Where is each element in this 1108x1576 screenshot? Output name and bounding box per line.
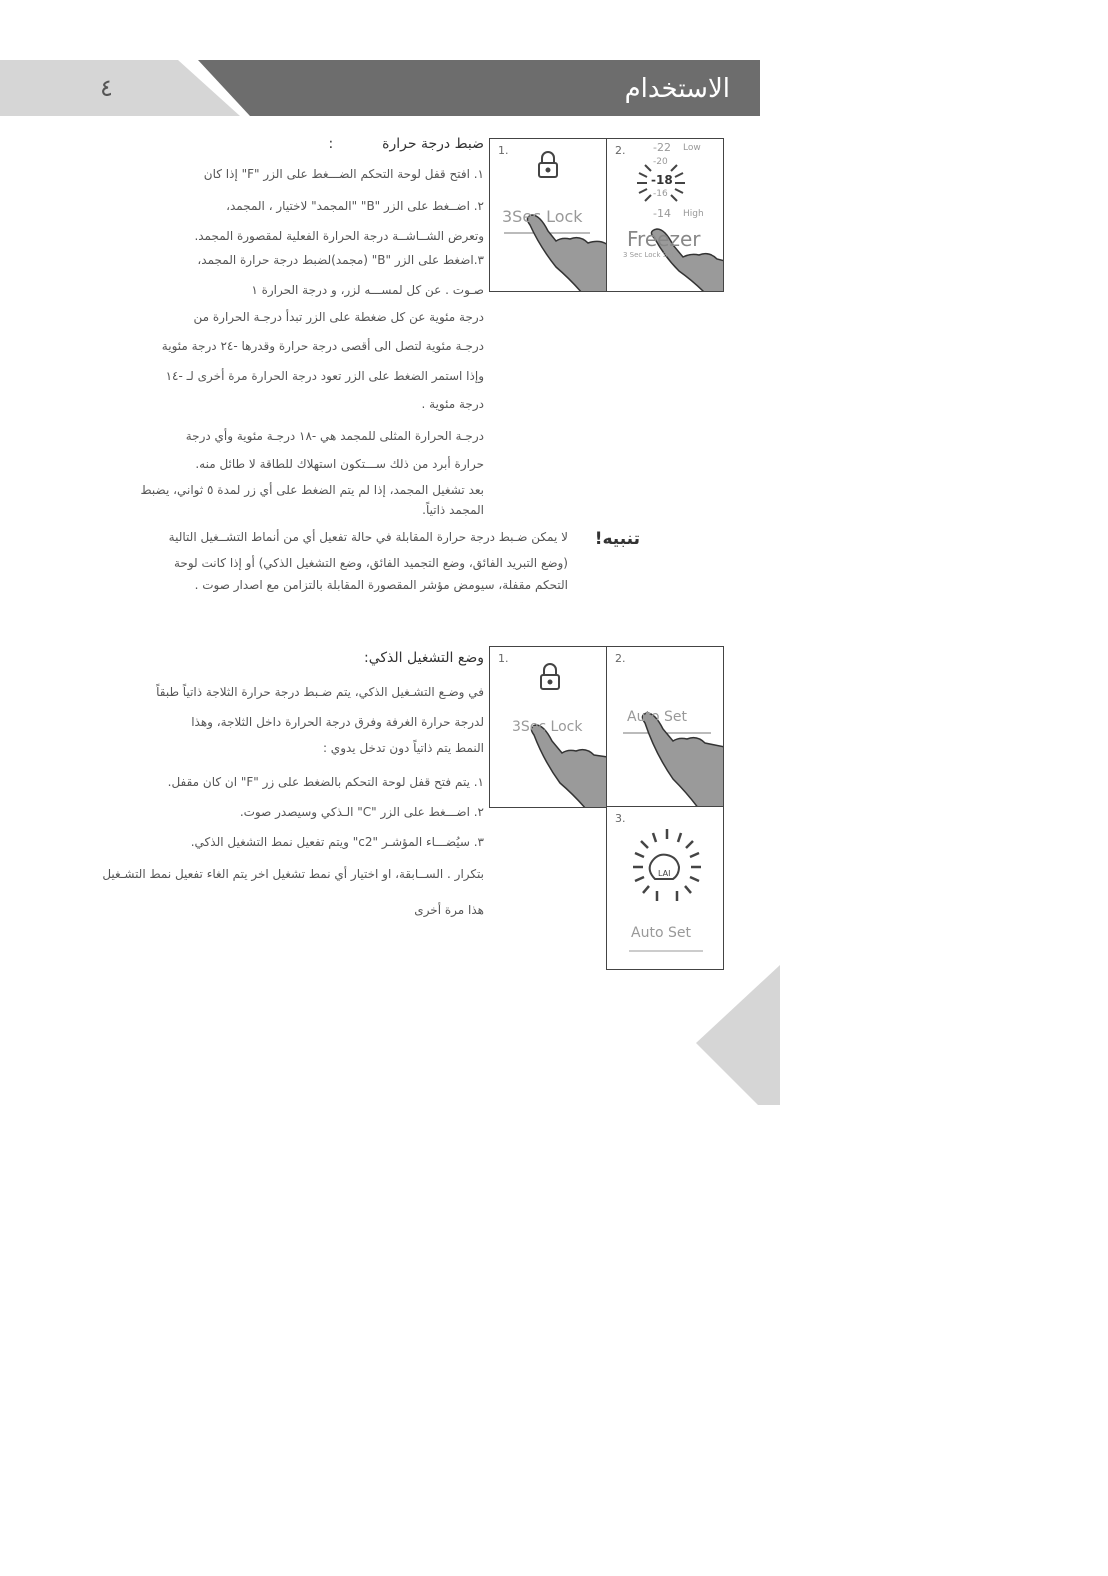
freezer-illustration [607, 139, 724, 292]
s2-line-8: هذا مرة أخرى [414, 903, 484, 917]
s2-line-2: لدرجة حرارة الغرفة وفرق درجة الحرارة داخل الثلاجة، وهذا [191, 715, 484, 729]
s1-line-1: ١. افتح قفل لوحة التحكم الضـــغط على الزر "F" إذا كان [203, 167, 484, 181]
s1-line-8: وإذا استمر الضغط على الزر تعود درجة الحرارة مرة أخرى لـ -١٤ [165, 369, 484, 383]
page-title: الاستخدام [624, 74, 730, 104]
s1-line-6: درجة مئوية عن كل ضغطة على الزر تبدأ درجـة الحرارة من [193, 310, 484, 324]
auto-set-panel [606, 646, 724, 808]
s2-line-1: في وضـع التشـغيل الذكي، يتم ضـبط درجة حرارة الثلاجة ذاتياً طبقاً [156, 685, 484, 699]
panel-number: 1. [498, 144, 509, 157]
next-page-arrow-icon [696, 965, 780, 1105]
s1-note-1: درجـة الحرارة المثلى للمجمد هي -١٨ درجـة مئوية وأي درجة [185, 429, 484, 443]
warning-line-3: التحكم مقفلة، سيومض مؤشر المقصورة المقابلة بالتزامن مع اصدار صوت . [194, 578, 568, 592]
freezer-sub-label: 3 Sec Lock Set [623, 251, 675, 259]
lock-icon [541, 664, 559, 689]
s2-line-6: ٣. سيُضـــاء المؤشـر "c2" ويتم تفعيل نمط التشغيل الذكي. [190, 835, 484, 849]
lock-panel-bottom [489, 646, 607, 808]
auto-set-label: Auto Set [627, 709, 687, 725]
s1-note-2: حرارة أبرد من ذلك ســـتكون استهلاك للطاقة لا طائل منه. [195, 457, 484, 471]
high-label: High [683, 209, 704, 219]
header-light-tab [0, 60, 240, 116]
lock-label: 3Sec Lock [512, 719, 583, 735]
panel-number: 2. [615, 652, 626, 665]
freezer-panel [606, 138, 724, 292]
hand-icon [531, 725, 607, 808]
s2-line-3: النمط يتم ذاتياً دون تدخل يدوي : [322, 741, 484, 755]
warning-label: تنبيه! [594, 529, 640, 549]
hand-icon [642, 713, 724, 808]
auto-set-label: Auto Set [631, 925, 691, 941]
temp-minus-20: -20 [653, 157, 668, 167]
temp-minus-16: -16 [653, 189, 668, 199]
s1-after-2: المجمد ذاتياً. [422, 503, 484, 517]
panel-number: 3. [615, 812, 626, 825]
panel-number: 2. [615, 144, 626, 157]
auto-set-indicator-illustration [607, 807, 724, 970]
s2-line-7: بتكرار . الســابقة، او اختيار أي نمط تشغيل اخر يتم الغاء تفعيل نمط التشـغيل [102, 867, 484, 881]
s1-line-5: صـوت . عن كل لمســـه لزر، و درجة الحرارة ١ [251, 283, 484, 297]
temp-minus-22: -22 [653, 141, 671, 154]
smart-bulb-icon [633, 829, 701, 901]
s1-after-1: بعد تشغيل المجمد، إذا لم يتم الضغط على أي زر لمدة ٥ ثواني، يضبط [140, 483, 484, 497]
s2-line-5: ٢. اضـــغط على الزر "C" الـذكي وسيصدر صوت. [239, 805, 484, 819]
section1-heading: ضبط درجة حرارة : [328, 136, 484, 152]
svg-text:LAI: LAI [658, 869, 671, 878]
warning-line-2: (وضع التبريد الفائق، وضع التجميد الفائق، وضع التشغيل الذكي) أو إذا كانت لوحة [174, 556, 568, 570]
s1-line-9: درجة مئوية . [421, 397, 484, 411]
warning-line-1: لا يمكن ضـبط درجة حرارة المقابلة في حالة تفعيل أي من أنماط التشــغيل التالية [168, 530, 568, 544]
lock-icon [539, 152, 557, 177]
s1-line-3: وتعرض الشــاشــة درجة الحرارة الفعلية لمقصورة المجمد. [194, 229, 484, 243]
low-label: Low [683, 143, 701, 153]
s1-line-4: ٣.اضغط على الزر "B" (مجمد)لضبط درجة حرارة المجمد، [197, 253, 484, 267]
freezer-label: Freezer [627, 227, 701, 251]
auto-set-illustration [607, 647, 724, 808]
lock-label: 3Sec Lock [502, 207, 583, 226]
temp-minus-14: -14 [653, 207, 671, 220]
s1-line-7: درجـة مئوية لتصل الى أقصى درجة حرارة وقدرها -٢٤ درجة مئوية [161, 339, 484, 353]
s2-line-4: ١. يتم فتح قفل لوحة التحكم بالضغط على زر "F" ان كان مقفل. [167, 775, 484, 789]
blink-rays-icon [637, 165, 685, 201]
lock-panel-top [489, 138, 607, 292]
hand-icon [527, 215, 607, 292]
temp-minus-18: -18 [651, 173, 673, 187]
auto-set-indicator-panel [606, 806, 724, 970]
panel-number: 1. [498, 652, 509, 665]
section2-heading: وضع التشغيل الذكي: [363, 650, 484, 666]
page-number: ٤ [100, 74, 113, 102]
s1-line-2: ٢. اضــغط على الزر "B" "المجمد" لاختيار ، المجمد، [226, 199, 484, 213]
